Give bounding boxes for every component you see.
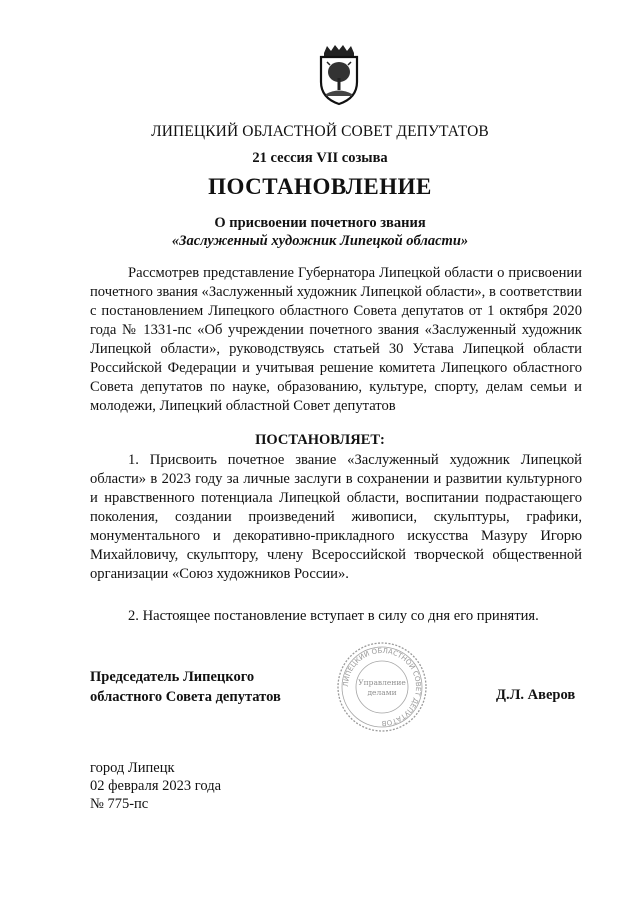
signatory-name: Д.Л. Аверов [496,687,576,703]
subject-line-2: «Заслуженный художник Липецкой области» [171,233,469,249]
signatory-title-line-2: областного Совета депутатов [90,689,281,705]
document-title: ПОСТАНОВЛЕНИЕ [208,174,432,199]
footer-city: город Липецк [90,760,175,776]
official-seal-icon [336,641,428,733]
seal-center-line-2: делами [367,688,397,697]
seal-center-line-1: Управление [358,678,406,687]
resolves-heading: ПОСТАНОВЛЯЕТ: [255,432,385,448]
footer-number: № 775-пс [90,796,149,812]
subject-line-1: О присвоении почетного звания [214,215,426,231]
item-2-paragraph: 2. Настоящее постановление вступает в силу со дня его принятия. [128,608,539,624]
document-footer [90,759,221,813]
council-name: ЛИПЕЦКИЙ ОБЛАСТНОЙ СОВЕТ ДЕПУТАТОВ [151,123,489,140]
coat-of-arms-icon [312,44,366,106]
item-1-paragraph: 1. Присвоить почетное звание «Заслуженный художник Липецкой области» в 2023 году за личные заслуги в сохранении и развитии культурного и нравственного потенциала Липецкой области, воспитании подрастающего поколения, создании произведений живописи, скульптуры, графики, монументального и декоративно-прикладного искусства Мазуру Игорю Михайловичу, скульптору, члену Всероссийской творческой общественной организации «Союз художников России». [90,452,582,582]
seal-ring-text: ЛИПЕЦКИЙ ОБЛАСТНОЙ СОВЕТ ДЕПУТАТОВ [341,646,423,728]
signatory-title-line-1: Председатель Липецкого [90,669,255,685]
footer-date: 02 февраля 2023 года [90,778,222,794]
signatory-title [90,667,281,707]
preamble-paragraph: Рассмотрев представление Губернатора Липецкой области о присвоении почетного звания «Заслуженный художник Липецкой области», в соответствии с постановлением Липецкого областного Совета депутатов от 1 октября 2020 года № 1331-пс «Об учреждении почетного звания «Заслуженный художник Липецкой области», руководствуясь статьей 30 Устава Липецкой области Российской Федерации и учитывая решение комитета Липецкого областного Совета депутатов по науке, образованию, культуре, спорту, делам семьи и молодежи, Липецкий областной Совет депутатов [90,265,582,414]
session-label: 21 сессия VII созыва [252,150,388,166]
